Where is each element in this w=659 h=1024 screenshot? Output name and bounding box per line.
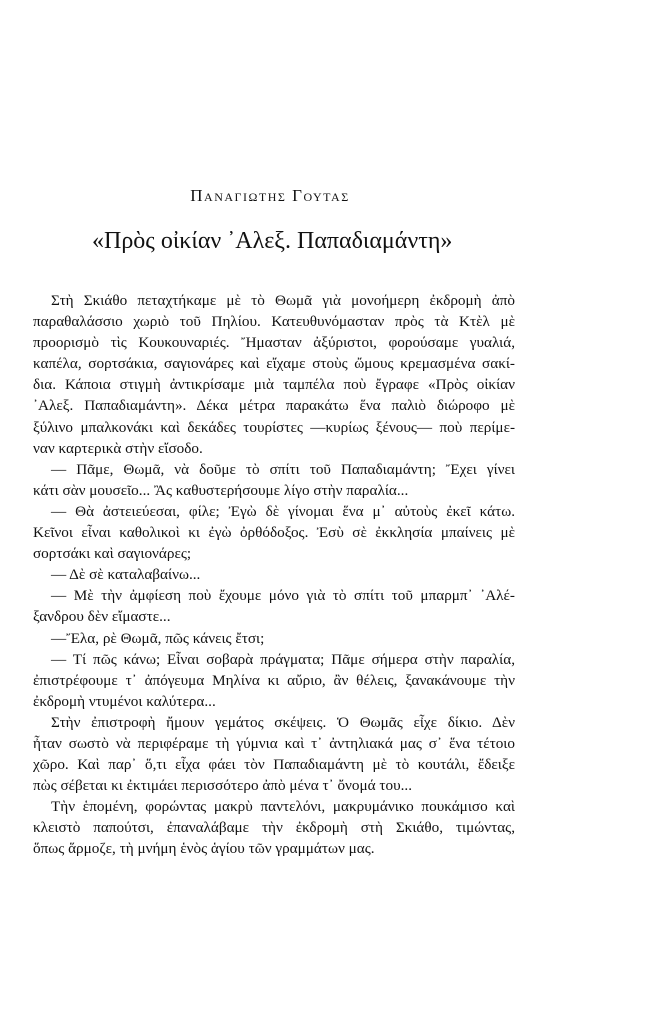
text-line: ἦταν σωστὸ νὰ περιφέραμε τὴ γύμνια καὶ τ᾽ ἀντηλιακά μας σ᾽ ἕνα τέτοιο: [33, 734, 515, 752]
text-line: σορτσάκι καὶ σαγιονάρες;: [33, 545, 192, 563]
text-line: χῶρο. Καὶ παρ᾽ ὅ,τι εἶχα φάει τὸν Παπαδιαμάντη μὲ τὸ κουτάλι, ἔδειξε: [33, 756, 515, 774]
text-line: — Θὰ ἀστειεύεσαι, φίλε; Ἐγὼ δὲ γίνομαι ἕνα μ᾽ αὐτοὺς ἐκεῖ κάτω.: [51, 502, 515, 520]
text-line: — Δὲ σὲ καταλαβαίνω...: [51, 566, 201, 584]
text-line: δια. Κάποια στιγμὴ ἀντικρίσαμε μιὰ ταμπέλα ποὺ ἔγραφε «Πρὸς οἰκίαν: [33, 376, 515, 394]
text-line: πὼς σέβεται κι ἐκτιμάει περισσότερο ἀπὸ μένα τ᾽ ὄνομά του...: [33, 777, 413, 795]
text-line: ξανδρου δὲν εἴμαστε...: [33, 608, 171, 626]
text-line: ναν καρτερικὰ στὴν εἴσοδο.: [33, 439, 203, 457]
text-line: ἐπιστρέφουμε τ᾽ ἀπόγευμα Μηλίνα κι αὔριο, ἂν θέλεις, ξανακάνουμε τὴν: [33, 671, 515, 689]
text-line: προορισμὸ τὶς Κουκουναριές. Ἤμασταν ἀξύριστοι, φορούσαμε γυαλιά,: [33, 334, 515, 352]
text-line: κλειστὸ παπούτσι, ἐπαναλάβαμε τὴν ἐκδρομὴ στὴ Σκιάθο, τιμώντας,: [33, 819, 515, 837]
text-line: Κεῖνοι εἶναι καθολικοὶ κι ἐγὼ ὀρθόδοξος. Ἐσὺ σὲ ἐκκλησία μπαίνεις μὲ: [33, 524, 515, 542]
text-line: παραθαλάσσιο χωριὸ τοῦ Πηλίου. Κατευθυνόμασταν πρὸς τὰ Κτὲλ μὲ: [33, 313, 515, 331]
text-line: ξύλινο μπαλκονάκι καὶ δεκάδες τουρίστες —κυρίως ξένους— ποὺ περίμε-: [33, 418, 515, 436]
text-line: — Μὲ τὴν ἀμφίεση ποὺ ἔχουμε μόνο γιὰ τὸ σπίτι τοῦ μπαρμπ᾽ ᾿Αλέ-: [51, 587, 515, 605]
author-name: Παναγιωτης Γουτας: [190, 186, 350, 205]
text-line: — Πᾶμε, Θωμᾶ, νὰ δοῦμε τὸ σπίτι τοῦ Παπαδιαμάντη; Ἔχει γίνει: [51, 460, 515, 478]
text-line: —Ἔλα, ρὲ Θωμᾶ, πῶς κάνεις ἔτσι;: [51, 629, 265, 647]
text-line: καπέλα, σορτσάκια, σαγιονάρες καὶ εἴχαμε στοὺς ὤμους κρεμασμένα σακί-: [33, 355, 515, 373]
article-title: «Πρὸς οἰκίαν ᾿Αλεξ. Παπαδιαμάντη»: [92, 228, 453, 254]
text-line: ὅπως ἅρμοζε, τὴ μνήμη ἑνὸς ἁγίου τῶν γραμμάτων μας.: [33, 840, 375, 858]
text-line: — Τί πῶς κάνω; Εἶναι σοβαρὰ πράγματα; Πᾶμε σήμερα στὴν παραλία,: [51, 650, 515, 668]
text-line: κάτι σὰν μουσεῖο... Ἂς καθυστερήσουμε λίγο στὴν παραλία...: [33, 481, 409, 499]
article-body: [33, 290, 515, 860]
text-line: ἐκδρομὴ ντυμένοι καλύτερα...: [33, 692, 216, 710]
text-line: Στὴ Σκιάθο πεταχτήκαμε μὲ τὸ Θωμᾶ γιὰ μονοήμερη ἐκδρομὴ ἀπὸ: [51, 292, 515, 309]
text-line: Στὴν ἐπιστροφὴ ἤμουν γεμάτος σκέψεις. Ὁ Θωμᾶς εἶχε δίκιο. Δὲν: [51, 713, 515, 731]
text-line: ᾿Αλεξ. Παπαδιαμάντη». Δέκα μέτρα παρακάτω ἕνα παλιὸ διώροφο μὲ: [33, 397, 515, 415]
text-line: Τὴν ἑπομένη, φορώντας μακρὺ παντελόνι, μακρυμάνικο πουκάμισο καὶ: [51, 798, 515, 816]
